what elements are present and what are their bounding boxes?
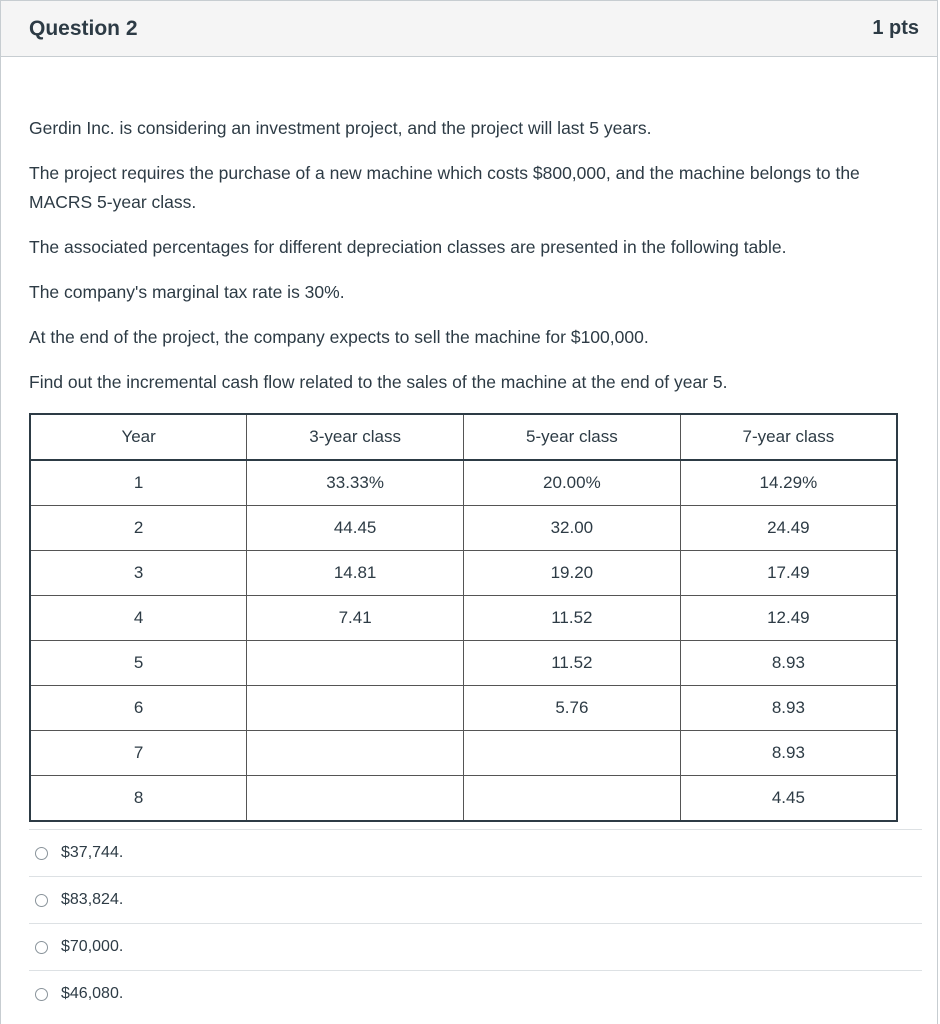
table-cell: 14.29%	[680, 460, 897, 506]
table-cell: 5.76	[464, 686, 681, 731]
question-paragraph: At the end of the project, the company expects to sell the machine for $100,000.	[29, 327, 649, 347]
table-cell	[247, 686, 464, 731]
table-header-cell: 3-year class	[247, 414, 464, 460]
table-cell: 11.52	[464, 596, 681, 641]
table-cell: 33.33%	[247, 460, 464, 506]
table-cell	[247, 731, 464, 776]
table-cell: 4	[30, 596, 247, 641]
radio-button[interactable]	[35, 941, 48, 954]
table-cell	[464, 731, 681, 776]
table-row	[30, 776, 897, 822]
table-row	[30, 460, 897, 506]
table-cell: 2	[30, 506, 247, 551]
table-cell: 32.00	[464, 506, 681, 551]
question-paragraph: Gerdin Inc. is considering an investment project, and the project will last 5 years.	[29, 118, 652, 138]
table-cell: 8.93	[680, 731, 897, 776]
table-cell: 20.00%	[464, 460, 681, 506]
table-cell: 6	[30, 686, 247, 731]
table-cell: 8	[30, 776, 247, 822]
table-header-cell: 7-year class	[680, 414, 897, 460]
question-body	[1, 57, 937, 822]
question-paragraph: The company's marginal tax rate is 30%.	[29, 282, 345, 302]
table-cell: 8.93	[680, 686, 897, 731]
answer-option-2[interactable]	[29, 876, 922, 923]
table-cell: 4.45	[680, 776, 897, 822]
table-cell	[247, 776, 464, 822]
table-cell: 8.93	[680, 641, 897, 686]
table-row	[30, 641, 897, 686]
question-points: 1 pts	[872, 17, 919, 39]
question-paragraph: Find out the incremental cash flow related to the sales of the machine at the end of year 5.	[29, 372, 728, 392]
answer-label[interactable]: $70,000.	[61, 938, 124, 955]
table-cell: 14.81	[247, 551, 464, 596]
table-cell: 12.49	[680, 596, 897, 641]
question-header	[1, 0, 937, 57]
table-cell: 19.20	[464, 551, 681, 596]
table-cell: 3	[30, 551, 247, 596]
question-paragraph: The associated percentages for different depreciation classes are presented in the following table.	[29, 237, 787, 257]
table-cell: 7	[30, 731, 247, 776]
table-cell: 1	[30, 460, 247, 506]
table-row	[30, 731, 897, 776]
table-cell: 11.52	[464, 641, 681, 686]
table-cell: 24.49	[680, 506, 897, 551]
question-title: Question 2	[29, 16, 138, 40]
table-header-row	[30, 414, 897, 460]
table-row	[30, 596, 897, 641]
table-row	[30, 506, 897, 551]
answer-option-1[interactable]	[29, 829, 922, 876]
table-cell: 5	[30, 641, 247, 686]
table-row	[30, 551, 897, 596]
table-header-cell: Year	[30, 414, 247, 460]
answer-list	[29, 829, 922, 1017]
table-row	[30, 686, 897, 731]
table-cell: 17.49	[680, 551, 897, 596]
table-cell: 7.41	[247, 596, 464, 641]
question-paragraph: The project requires the purchase of a new machine which costs $800,000, and the machine belongs to the MACRS 5-year class.	[29, 163, 860, 212]
radio-button[interactable]	[35, 988, 48, 1001]
table-cell	[464, 776, 681, 822]
answer-label[interactable]: $46,080.	[61, 985, 124, 1002]
answer-option-3[interactable]	[29, 923, 922, 970]
answer-label[interactable]: $83,824.	[61, 891, 124, 908]
table-cell: 44.45	[247, 506, 464, 551]
table-cell	[247, 641, 464, 686]
radio-button[interactable]	[35, 847, 48, 860]
answer-option-4[interactable]	[29, 970, 922, 1017]
radio-button[interactable]	[35, 894, 48, 907]
table-header-cell: 5-year class	[464, 414, 681, 460]
macrs-table	[29, 413, 898, 822]
answer-label[interactable]: $37,744.	[61, 844, 124, 861]
